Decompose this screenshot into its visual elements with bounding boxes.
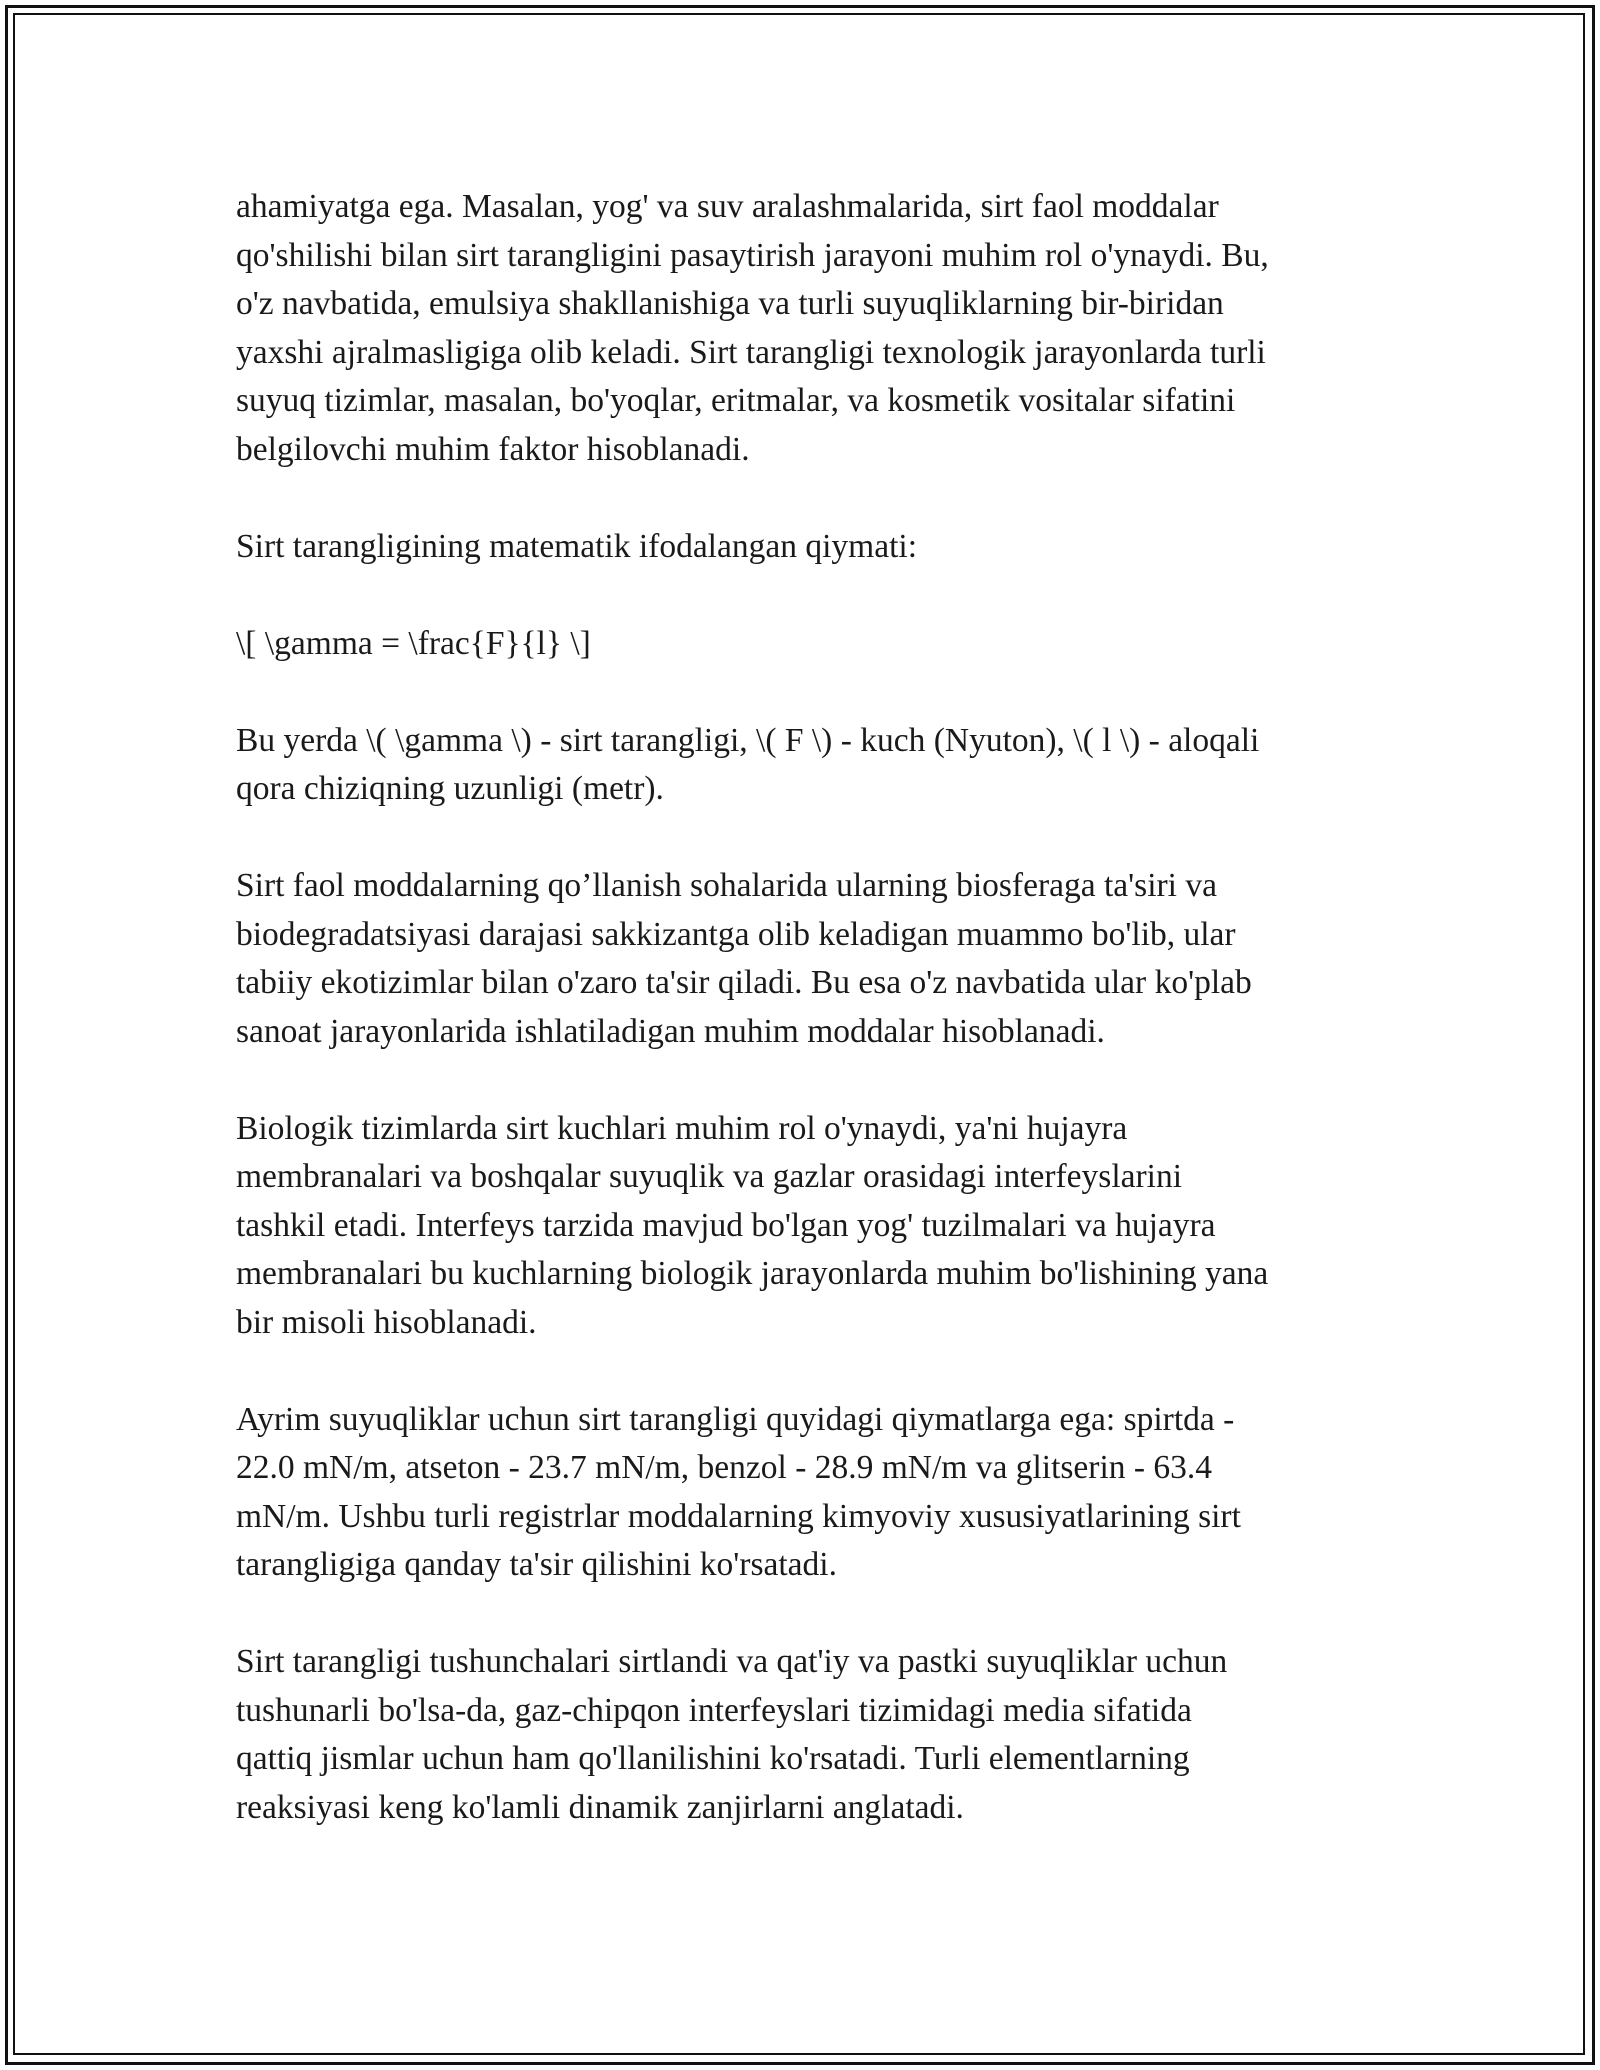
- formula-latex: \[ \gamma = \frac{F}{l} \]: [236, 624, 591, 662]
- paragraph-values: Ayrim suyuqliklar uchun sirt tarangligi quyidagi qiymatlarga ega: spirtda - 22.0 mN/m, atseton - 23.7 mN/m, benzol - 28.9 mN/m va glitserin - 63.4 mN/m. Ushbu turli registrlar moddalarning kimyoviy xususiyatlarining sirt tarangligiga qanday ta'sir qilishini ko'rsatadi.: [236, 1400, 1241, 1583]
- paragraph-intro: ahamiyatga ega. Masalan, yog' va suv aralashmalarida, sirt faol moddalar qo'shilishi bilan sirt tarangligini pasaytirish jarayoni muhim rol o'ynaydi. Bu, o'z navbatida, emulsiya shakllanishiga va turli suyuqliklarning bir-biridan yaxshi ajralmasligiga olib keladi. Sirt tarangligi texnologik jarayonlarda turli suyuq tizimlar, masalan, bo'yoqlar, eritmalar, va kosmetik vositalar sifatini belgilovchi muhim faktor hisoblanadi.: [236, 188, 1269, 468]
- paragraph-conclusion: Sirt tarangligi tushunchalari sirtlandi va qat'iy va pastki suyuqliklar uchun tushunarli bo'lsa-da, gaz-chipqon interfeyslari tizimidagi media sifatida qattiq jismlar uchun ham qo'llanilishini ko'rsatadi. Turli elementlarning reaksiyasi keng ko'lamli dinamik zanjirlarni anglatadi.: [236, 1643, 1228, 1826]
- paragraph-formula-legend: Bu yerda \( \gamma \) - sirt tarangligi, \( F \) - kuch (Nyuton), \( l \) - aloqali qora chiziqning uzunligi (metr).: [236, 721, 1260, 807]
- paragraph-surfactants: Sirt faol moddalarning qo’llanish sohalarida ularning biosferaga ta'siri va biodegradatsiyasi darajasi sakkizantga olib keladigan muammo bo'lib, ular tabiiy ekotizimlar bilan o'zaro ta'sir qiladi. Bu esa o'z navbatida ular ko'plab sanoat jarayonlarida ishlatiladigan muhim moddalar hisoblanadi.: [236, 867, 1252, 1050]
- paragraph-biological: Biologik tizimlarda sirt kuchlari muhim rol o'ynaydi, ya'ni hujayra membranalari va boshqalar suyuqlik va gazlar orasidagi interfeyslarini tashkil etadi. Interfeys tarzida mavjud bo'lgan yog' tuzilmalari va hujayra membranalari bu kuchlarning biologik jarayonlarda muhim bo'lishining yana bir misoli hisoblanadi.: [236, 1109, 1269, 1341]
- paragraph-formula-heading: Sirt tarangligining matematik ifodalangan qiymati:: [236, 527, 918, 565]
- document-page: [236, 183, 1376, 1881]
